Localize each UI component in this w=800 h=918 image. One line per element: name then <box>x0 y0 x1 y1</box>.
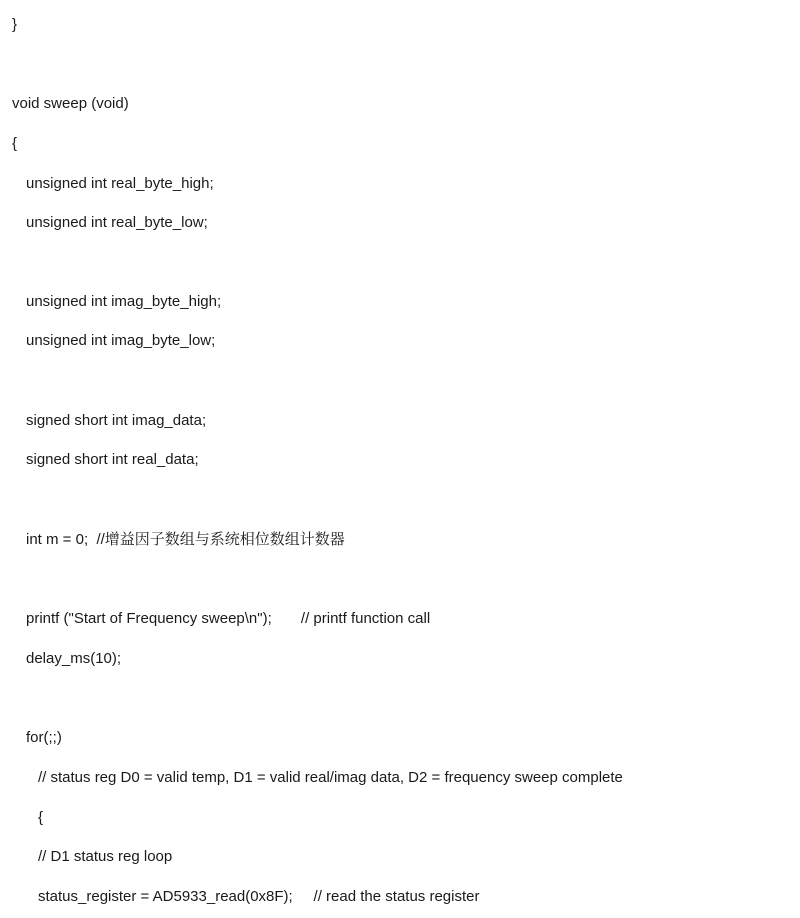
code-line: unsigned int imag_byte_low; <box>26 332 216 349</box>
code-line: int m = 0; //增益因子数组与系统相位数组计数器 <box>26 531 345 548</box>
code-line: unsigned int real_byte_high; <box>26 175 214 192</box>
code-line: // status reg D0 = valid temp, D1 = valid real/imag data, D2 = frequency sweep complete <box>38 769 623 786</box>
code-line: printf ("Start of Frequency sweep\n"); // printf function call <box>26 610 431 627</box>
code-line: // D1 status reg loop <box>38 848 173 865</box>
code-line: { <box>38 809 44 826</box>
code-line: unsigned int real_byte_low; <box>26 214 208 231</box>
code-line: status_register = AD5933_read(0x8F); // read the status register <box>38 888 480 905</box>
code-line: { <box>12 135 18 152</box>
code-line: unsigned int imag_byte_high; <box>26 293 222 310</box>
code-line: signed short int imag_data; <box>26 412 207 429</box>
code-line: void sweep (void) <box>12 95 129 112</box>
code-line: } <box>12 16 18 33</box>
code-line: for(;;) <box>26 729 62 746</box>
code-line: delay_ms(10); <box>26 650 122 667</box>
code-line: signed short int real_data; <box>26 451 199 468</box>
